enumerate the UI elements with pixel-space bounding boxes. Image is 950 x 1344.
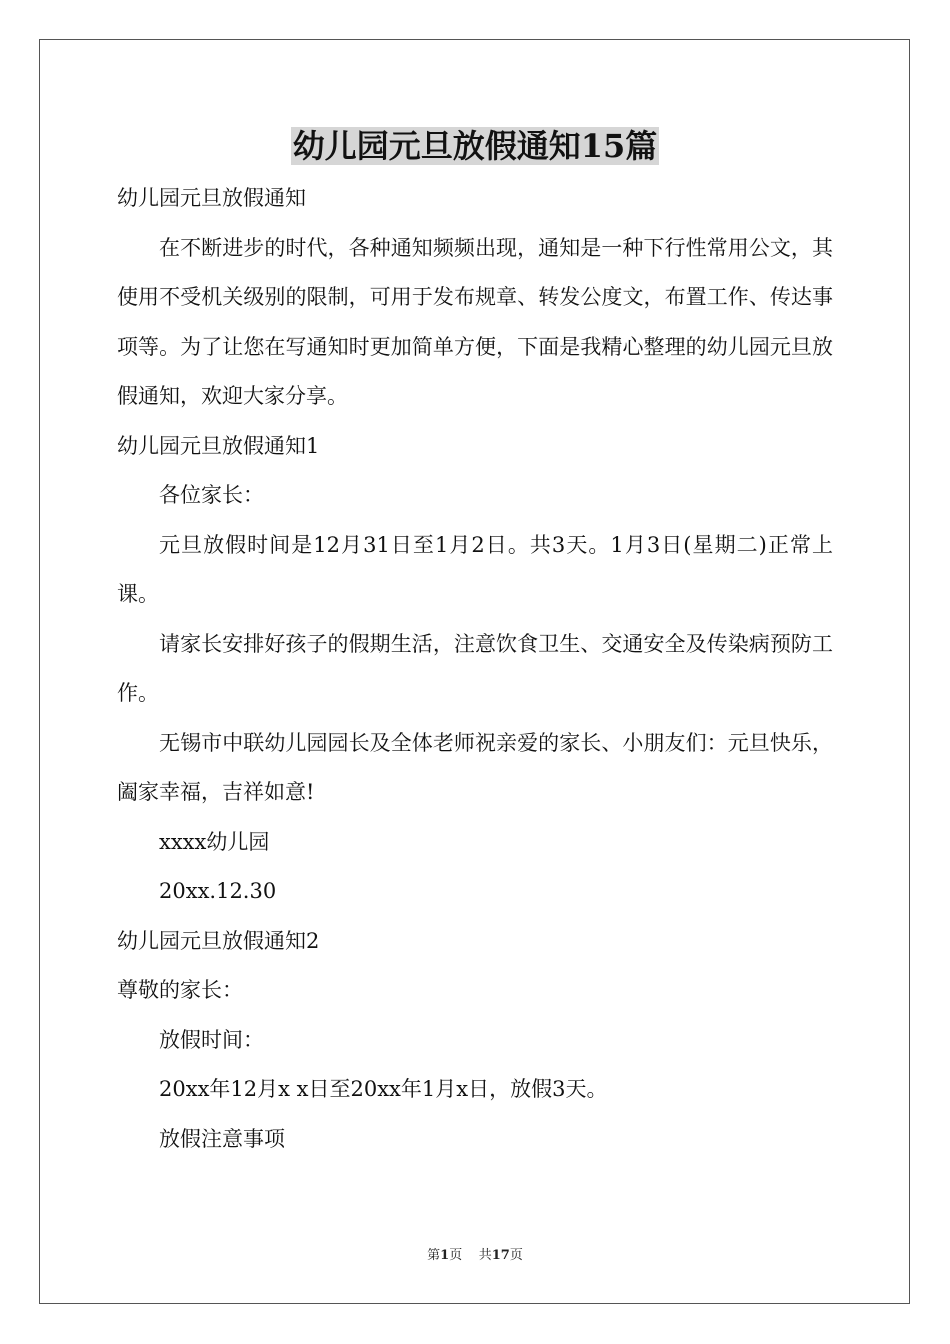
page-suffix: 页 (449, 1248, 463, 1263)
total-prefix: 共 (478, 1248, 492, 1263)
body-paragraph: 放假时间： (159, 1027, 264, 1052)
page-number: 1 (440, 1248, 450, 1263)
document-title (0, 124, 950, 168)
body-paragraph: 尊敬的家长： (117, 978, 243, 1002)
body-paragraph: 幼儿园元旦放假通知2 (117, 928, 320, 953)
body-paragraph: 无锡市中联幼儿园园长及全体老师祝亲爱的家长、小朋友们：元旦快乐，阖家幸福，吉祥如意! (117, 730, 833, 804)
page-prefix: 第 (427, 1248, 441, 1263)
document-body (117, 174, 833, 1164)
body-paragraph: 幼儿园元旦放假通知1 (117, 433, 320, 458)
body-paragraph: 请家长安排好孩子的假期生活，注意饮食卫生、交通安全及传染病预防工作。 (117, 631, 833, 705)
body-paragraph: xxxx幼儿园 (159, 829, 270, 854)
body-paragraph: 各位家长： (159, 483, 264, 507)
body-paragraph: 元旦放假时间是12月31日至1月2日。共3天。1月3日(星期二)正常上课。 (117, 532, 833, 606)
body-paragraph: 20xx年12月x x日至20xx年1月x日，放假3天。 (159, 1077, 608, 1101)
total-pages: 17 (491, 1248, 510, 1263)
page-footer (0, 1247, 950, 1265)
body-paragraph: 20xx.12.30 (159, 879, 277, 903)
total-suffix: 页 (509, 1248, 523, 1263)
document-title-text: 幼儿园元旦放假通知15篇 (292, 127, 658, 165)
body-paragraph: 幼儿园元旦放假通知 (117, 186, 306, 210)
body-paragraph: 放假注意事项 (159, 1126, 285, 1151)
body-paragraph: 在不断进步的时代，各种通知频频出现，通知是一种下行性常用公文，其使用不受机关级别的限制，可用于发布规章、转发公度文，布置工作、传达事项等。为了让您在写通知时更加简单方便，下面是我精心整理的幼儿园元旦放假通知，欢迎大家分享。 (117, 235, 833, 408)
